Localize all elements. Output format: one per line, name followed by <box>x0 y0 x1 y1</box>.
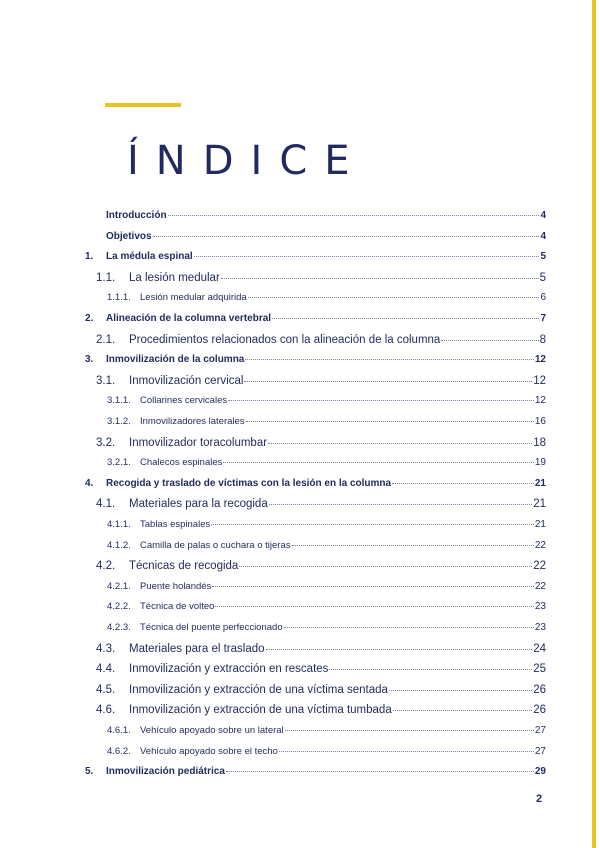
toc-entry-page: 21 <box>534 477 546 489</box>
toc-dot-leader <box>248 296 540 298</box>
toc-entry-number: 4.3. <box>96 642 116 655</box>
toc-dot-leader <box>246 420 534 422</box>
toc-dot-leader <box>245 358 534 360</box>
toc-dot-leader <box>329 668 532 670</box>
toc-entry-title: Técnica del puente perfeccionado <box>140 622 283 633</box>
toc-entry[interactable] <box>85 726 546 736</box>
toc-entry[interactable] <box>85 644 546 656</box>
toc-dot-leader <box>194 255 540 257</box>
toc-entry[interactable] <box>85 232 546 242</box>
toc-entry[interactable] <box>85 623 546 633</box>
toc-entry-title: Inmovilización y extracción de una víctima sentada <box>129 683 388 696</box>
side-accent-bar <box>592 0 596 848</box>
toc-entry[interactable] <box>85 314 546 324</box>
toc-entry-title: La lesión medular <box>129 271 220 284</box>
toc-entry[interactable] <box>85 376 546 388</box>
toc-entry-title: Inmovilizador toracolumbar <box>129 436 268 449</box>
toc-dot-leader <box>266 648 533 650</box>
toc-dot-leader <box>392 482 534 484</box>
toc-entry-number: 3.1.2. <box>107 416 131 427</box>
toc-entry[interactable] <box>85 293 546 303</box>
toc-dot-leader <box>284 626 534 628</box>
toc-entry-number: 3.2.1. <box>107 457 131 469</box>
toc-entry-number: 4.6. <box>96 704 116 717</box>
toc-entry[interactable] <box>85 582 546 592</box>
toc-entry-title: Alineación de la columna vertebral <box>106 313 272 324</box>
toc-entry-number: 1.1. <box>96 271 116 284</box>
toc-dot-leader <box>268 442 532 444</box>
toc-entry[interactable] <box>85 479 546 489</box>
toc-entry-title: Técnicas de recogida <box>129 560 239 573</box>
toc-entry-number: 3.1.1. <box>107 395 131 407</box>
toc-entry-page: 19 <box>534 457 546 469</box>
toc-entry-number: 4.2.1. <box>107 580 131 592</box>
toc-entry-title: Chalecos espinales <box>140 457 223 469</box>
toc-dot-leader <box>285 729 534 731</box>
toc-entry-title: Inmovilización pediátrica <box>106 766 225 778</box>
toc-entry-title: Materiales para el traslado <box>129 642 265 655</box>
toc-dot-leader <box>215 605 533 607</box>
toc-entry-title: Vehículo apoyado sobre un lateral <box>140 725 284 736</box>
toc-entry-number: 5. <box>85 766 94 778</box>
toc-entry-title: Collarines cervicales <box>140 395 228 407</box>
toc-entry[interactable] <box>85 541 546 551</box>
toc-entry-number: 4.2.3. <box>107 622 131 633</box>
toc-entry[interactable] <box>85 602 546 612</box>
toc-entry-page: 27 <box>534 725 546 736</box>
toc-entry[interactable] <box>85 438 546 450</box>
toc-entry-title: Puente holandés <box>140 580 212 592</box>
toc-entry-page: 12 <box>533 374 546 387</box>
toc-entry-title: Objetivos <box>106 230 152 242</box>
toc-dot-leader <box>244 380 532 382</box>
toc-entry[interactable] <box>85 685 546 697</box>
toc-entry-page: 25 <box>533 663 546 676</box>
toc-dot-leader <box>228 399 534 401</box>
toc-entry-page: 23 <box>534 601 546 613</box>
toc-entry-number: 3.1. <box>96 374 116 387</box>
toc-dot-leader <box>211 523 534 525</box>
toc-dot-leader <box>212 585 534 587</box>
toc-entry-number: 4. <box>85 477 94 489</box>
toc-dot-leader <box>153 235 540 237</box>
toc-entry-number: 2.1. <box>96 333 116 346</box>
toc-entry-page: 4 <box>540 230 546 242</box>
toc-entry-number: 3. <box>85 354 94 366</box>
title-accent-line <box>105 103 181 107</box>
toc-entry-page: 26 <box>533 704 546 717</box>
toc-entry-page: 22 <box>534 580 546 592</box>
toc-entry-title: Inmovilización y extracción en rescates <box>129 663 329 676</box>
toc-entry-number: 4.2. <box>96 560 116 573</box>
page-number: 2 <box>536 793 543 805</box>
toc-entry-page: 26 <box>533 683 546 696</box>
toc-entry-title: Inmovilización cervical <box>129 374 244 387</box>
toc-entry-number: 1.1.1. <box>107 292 131 304</box>
toc-entry-title: Tablas espinales <box>140 519 211 530</box>
toc-entry-number: 4.1. <box>96 498 116 511</box>
toc-dot-leader <box>226 770 534 772</box>
toc-entry-title: Materiales para la recogida <box>129 498 268 511</box>
toc-entry-page: 4 <box>540 210 546 221</box>
toc-entry[interactable] <box>85 273 546 285</box>
toc-entry-number: 4.1.1. <box>107 519 131 530</box>
toc-dot-leader <box>221 277 539 279</box>
toc-entry[interactable] <box>85 664 546 676</box>
toc-entry[interactable] <box>85 747 546 757</box>
toc-entry-number: 4.4. <box>96 663 116 676</box>
toc-entry-title: Inmovilización de la columna <box>106 354 245 366</box>
toc-entry-title: Introducción <box>106 210 167 221</box>
toc-entry-page: 27 <box>534 745 546 757</box>
toc-entry-title: Lesión medular adquirida <box>140 292 247 304</box>
toc-dot-leader <box>223 461 533 463</box>
toc-entry-number: 4.6.2. <box>107 745 131 757</box>
toc-dot-leader <box>269 503 532 505</box>
toc-entry-title: Camilla de palas o cuchara o tijeras <box>140 539 291 551</box>
toc-dot-leader <box>168 214 540 216</box>
toc-entry-number: 3.2. <box>96 436 116 449</box>
toc-entry-number: 4.6.1. <box>107 725 131 736</box>
toc-entry[interactable] <box>85 767 546 777</box>
toc-entry-page: 5 <box>540 251 546 263</box>
toc-entry[interactable] <box>85 705 546 717</box>
toc-dot-leader <box>239 565 532 567</box>
toc-entry-page: 18 <box>533 436 546 449</box>
toc-entry-number: 1. <box>85 251 94 263</box>
page-title: ÍNDICE <box>127 138 367 184</box>
toc-entry[interactable] <box>85 561 546 573</box>
toc-entry-page: 16 <box>534 416 546 427</box>
toc-entry-page: 7 <box>540 313 546 324</box>
toc-entry-page: 21 <box>534 519 546 530</box>
toc-entry[interactable] <box>85 458 546 468</box>
toc-entry-title: Recogida y traslado de víctimas con la lesión en la columna <box>106 477 392 489</box>
toc-entry[interactable] <box>85 520 546 530</box>
toc-entry[interactable] <box>85 335 546 347</box>
toc-entry-number: 2. <box>85 313 94 324</box>
toc-entry-title: Procedimientos relacionados con la alineación de la columna <box>129 333 441 346</box>
toc-entry[interactable] <box>85 355 546 365</box>
toc-entry-page: 29 <box>534 766 546 778</box>
toc-entry-page: 5 <box>539 271 546 284</box>
toc-entry-page: 21 <box>533 498 546 511</box>
toc-entry[interactable] <box>85 396 546 406</box>
toc-dot-leader <box>272 317 539 319</box>
toc-entry[interactable] <box>85 252 546 262</box>
toc-entry[interactable] <box>85 499 546 511</box>
toc-entry-page: 6 <box>540 292 546 304</box>
toc-entry-title: Inmovilización y extracción de una víctima tumbada <box>129 704 392 717</box>
toc-entry-number: 4.5. <box>96 683 116 696</box>
toc-dot-leader <box>441 339 538 341</box>
toc-entry-title: Técnica de volteo <box>140 601 215 613</box>
toc-entry-page: 23 <box>534 622 546 633</box>
toc-entry-number: 4.2.2. <box>107 601 131 613</box>
toc-dot-leader <box>389 689 532 691</box>
toc-entry-page: 12 <box>534 395 546 407</box>
toc-entry-title: Inmovilizadores laterales <box>140 416 245 427</box>
toc-dot-leader <box>393 709 532 711</box>
toc-dot-leader <box>279 750 534 752</box>
toc-entry[interactable] <box>85 211 546 221</box>
toc-entry-title: La médula espinal <box>106 251 193 263</box>
toc-entry-page: 8 <box>539 333 546 346</box>
toc-entry-page: 22 <box>533 560 546 573</box>
toc-entry-page: 24 <box>533 642 546 655</box>
toc-entry[interactable] <box>85 417 546 427</box>
toc-entry-title: Vehículo apoyado sobre el techo <box>140 745 278 757</box>
toc-entry-number: 4.1.2. <box>107 539 131 551</box>
toc-dot-leader <box>292 544 534 546</box>
toc-entry-page: 12 <box>534 354 546 366</box>
toc-entry-page: 22 <box>534 539 546 551</box>
